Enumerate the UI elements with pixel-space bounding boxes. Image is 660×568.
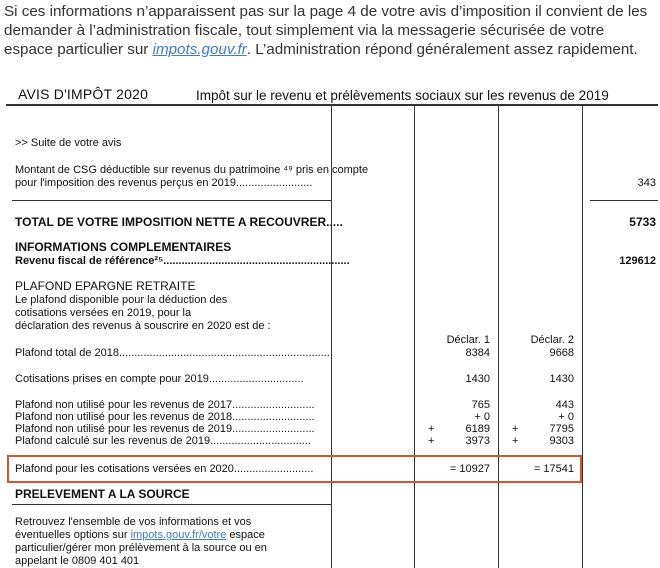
col-divider-3 xyxy=(498,106,499,568)
row-value-declar1: 8384 xyxy=(465,347,490,359)
impots-link[interactable]: impots.gouv.fr xyxy=(152,41,247,58)
final-value-declar1: = 10927 xyxy=(449,463,490,475)
prelevement-line-2 xyxy=(15,529,265,542)
csg-label-line1: Montant de CSG déductible sur revenus du patrimoine ⁴⁹ pris en compte xyxy=(15,164,369,176)
row-sign-declar2: + xyxy=(512,435,519,447)
csg-label-line2: pour l'imposition des revenus perçus en 2019......................... xyxy=(15,177,313,189)
prelevement-line-4: appelant le 0809 401 401 xyxy=(15,555,140,567)
csg-value: 343 xyxy=(637,177,656,189)
row-sign-declar1: + xyxy=(428,435,435,447)
row-label: Cotisations prises en compte pour 2019............................... xyxy=(15,373,304,385)
rfr-label: Revenu fiscal de référence²⁵............................................................. xyxy=(15,255,350,267)
intro-paragraph xyxy=(4,2,654,59)
suite-label: >> Suite de votre avis xyxy=(15,137,122,149)
row-value-declar2: 9303 xyxy=(549,435,574,447)
col2-header: Déclar. 2 xyxy=(530,334,574,346)
row-value-declar1: 1430 xyxy=(465,373,490,385)
row-value-declar1: 765 xyxy=(471,399,490,411)
row-value-declar1: + 0 xyxy=(474,411,490,423)
row-label: Plafond calculé sur les revenus de 2019................................. xyxy=(15,435,311,447)
row-value-declar2: 443 xyxy=(555,399,574,411)
prelevement-text: éventuelles options sur xyxy=(15,529,131,541)
row-value-declar2: 1430 xyxy=(549,373,574,385)
final-value-declar2: = 17541 xyxy=(533,463,574,475)
final-row-label: Plafond pour les cotisations versées en 2020.......................... xyxy=(15,463,314,475)
row-value-declar2: + 0 xyxy=(558,411,574,423)
rfr-value: 129612 xyxy=(619,255,656,267)
total-rule-right xyxy=(590,200,658,201)
prelevement-line-1: Retrouvez l'ensemble de vos informations et vos xyxy=(15,516,252,528)
prelevement-header: PRELEVEMENT A LA SOURCE xyxy=(15,487,190,501)
row-sign-declar1: + xyxy=(428,423,435,435)
prelevement-line-3: particulier/gérer mon prélèvement à la source ou en xyxy=(15,542,267,554)
row-value-declar2: 9668 xyxy=(549,347,574,359)
row-label: Plafond non utilisé pour les revenus de 2017........................... xyxy=(15,399,315,411)
row-value-declar1: 6189 xyxy=(465,423,490,435)
plafond-desc-2: cotisations versées en 2019, pour la xyxy=(15,307,192,319)
row-label: Plafond non utilisé pour les revenus de 2019........................... xyxy=(15,423,315,435)
info-header: INFORMATIONS COMPLEMENTAIRES xyxy=(15,240,232,254)
intro-text-before: Si ces informations n’apparaissent pas sur la page 4 de votre avis d’imposition il convient de les demander à l’administration fiscale, tout simplement via la messagerie sécurisée de votre espace particulier sur xyxy=(4,3,648,58)
col1-header: Déclar. 1 xyxy=(446,334,490,346)
notice-title: AVIS D'IMPÔT 2020 xyxy=(18,86,149,102)
top-rule xyxy=(6,104,658,106)
impots-votre-link[interactable]: impots.gouv.fr/votre xyxy=(130,529,227,541)
plafond-desc-1: Le plafond disponible pour la déduction des xyxy=(15,294,228,306)
row-sign-declar2: + xyxy=(512,423,519,435)
row-value-declar2: 7795 xyxy=(549,423,574,435)
tax-notice-document xyxy=(0,80,660,568)
row-label: Plafond non utilisé pour les revenus de 2018........................... xyxy=(15,411,315,423)
col-divider-2 xyxy=(414,106,415,568)
total-label: TOTAL DE VOTRE IMPOSITION NETTE A RECOUVRER..... xyxy=(15,215,343,229)
intro-text-after: . L’administration répond généralement assez rapidement. xyxy=(246,41,638,58)
plafond-desc-3: déclaration des revenus à souscrire en 2020 est de : xyxy=(15,320,271,332)
total-value: 5733 xyxy=(629,215,656,229)
row-label: Plafond total de 2018..................................................................... xyxy=(15,347,330,359)
col-divider-4 xyxy=(582,106,583,568)
total-rule-left xyxy=(12,200,332,201)
notice-subtitle: Impôt sur le revenu et prélèvements sociaux sur les revenus de 2019 xyxy=(196,88,609,103)
prelevement-rule xyxy=(12,504,332,505)
plafond-header: PLAFOND EPARGNE RETRAITE xyxy=(15,279,196,293)
row-value-declar1: 3973 xyxy=(465,435,490,447)
prelevement-text: espace xyxy=(226,529,265,541)
